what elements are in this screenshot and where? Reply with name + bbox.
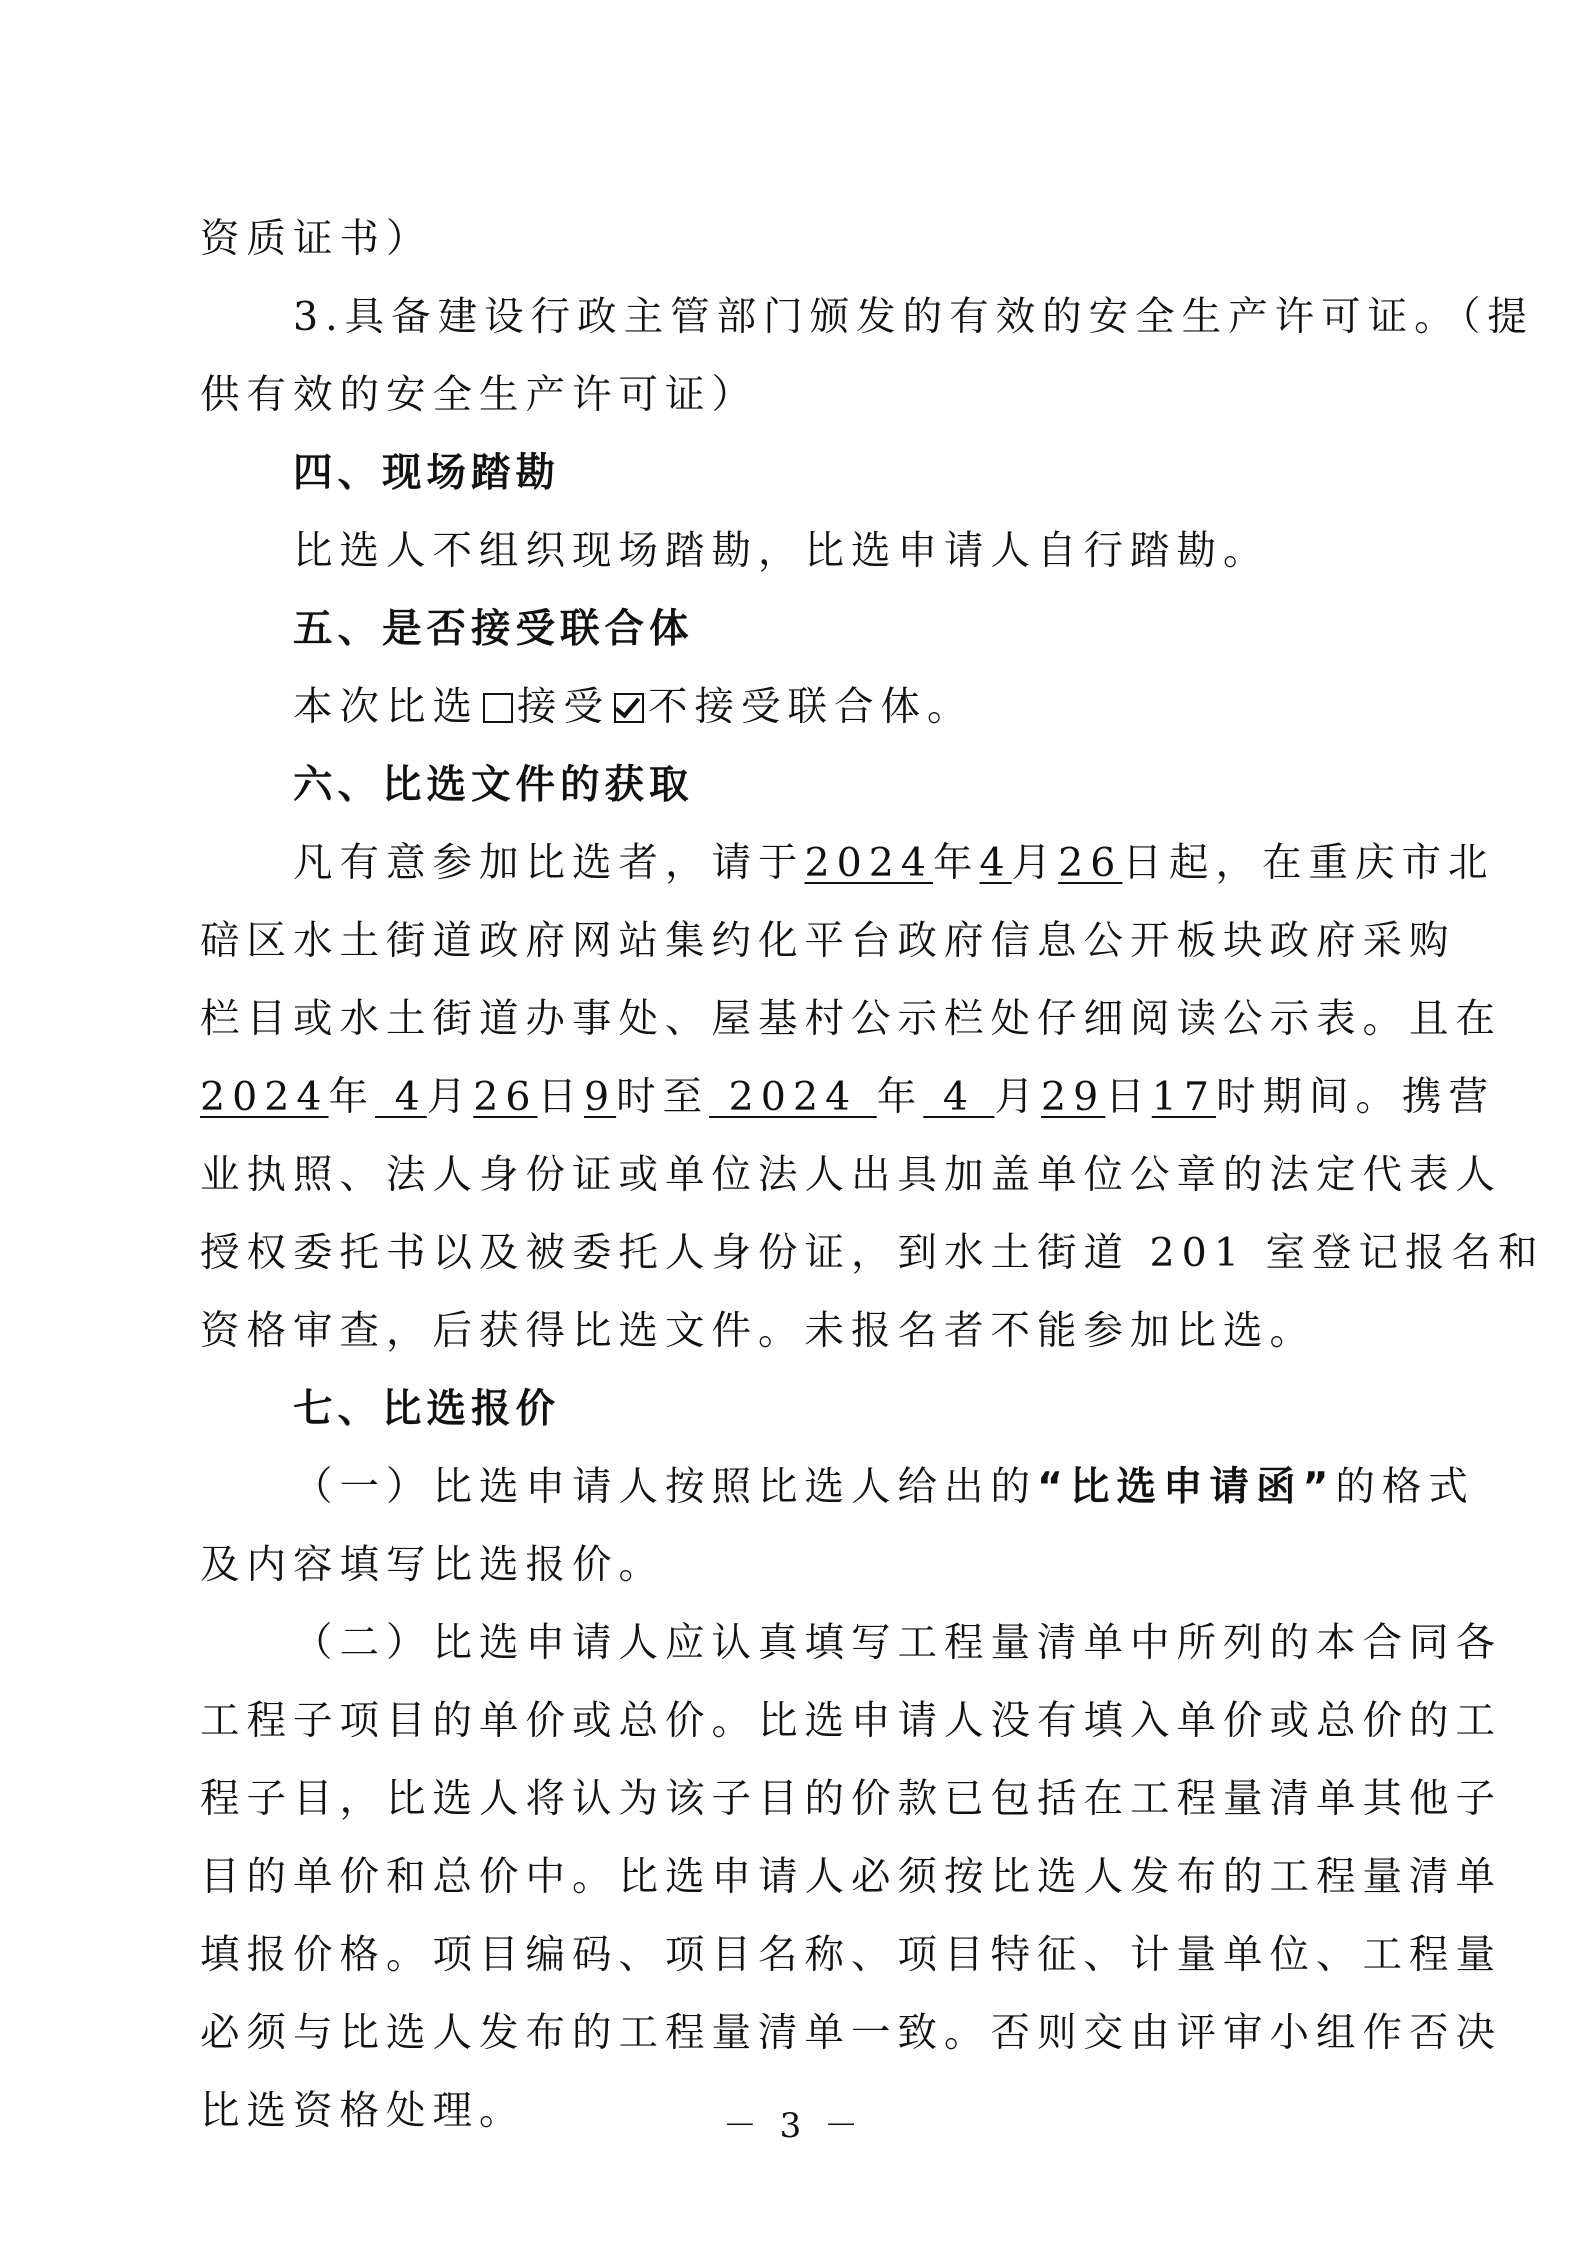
section-heading-site-visit: 四、现场踏勘	[293, 450, 560, 496]
text-line	[200, 1682, 1502, 1760]
application-letter-term: “比选申请函”	[1037, 1464, 1336, 1510]
text-line	[200, 1526, 1387, 1604]
paragraph-text: 日	[1105, 1074, 1152, 1120]
paragraph-text: 程子目，比选人将认为该子目的价款已包括在工程量清单其他子	[200, 1776, 1502, 1822]
paragraph-text: 年	[933, 840, 980, 886]
text-line	[200, 1448, 1475, 1526]
paragraph-text: 资格审查，后获得比选文件。未报名者不能参加比选。	[200, 1308, 1316, 1354]
paragraph-text: 凡有意参加比选者，请于	[293, 840, 805, 886]
paragraph-text: 年	[328, 1074, 376, 1120]
period-start-month: 4	[375, 1074, 427, 1120]
period-end-hour: 17	[1151, 1074, 1217, 1120]
text-line	[200, 200, 1387, 278]
text-line	[200, 1136, 1502, 1214]
paragraph-text: 年	[876, 1074, 924, 1120]
start-month: 4	[979, 840, 1012, 886]
accept-label: 接受	[517, 684, 610, 730]
section-heading-quotation: 七、比选报价	[293, 1386, 560, 1432]
text-line	[200, 1214, 1545, 1292]
paragraph-text: 目的单价和总价中。比选申请人必须按比选人发布的工程量清单	[200, 1854, 1502, 1900]
text-line	[200, 1760, 1502, 1838]
period-end-month: 4	[923, 1074, 995, 1120]
start-year: 2024	[804, 840, 934, 886]
not-accept-checkbox[interactable]	[614, 693, 644, 723]
paragraph-text: 授权委托书以及被委托人身份证，到水土街道 201 室登记报名和	[200, 1230, 1545, 1276]
paragraph-text: 比选人不组织现场踏勘，比选申请人自行踏勘。	[293, 528, 1270, 574]
paragraph-text: 时至	[616, 1074, 710, 1120]
paragraph-text: 碚区水土街道政府网站集约化平台政府信息公开板块政府采购	[200, 918, 1456, 964]
text-line	[200, 1292, 1387, 1370]
paragraph-text: 的格式	[1335, 1464, 1475, 1510]
text-line	[200, 980, 1502, 1058]
period-start-year: 2024	[200, 1074, 329, 1120]
paragraph-text: 月	[994, 1074, 1042, 1120]
paragraph-text: 日起，在重庆市北	[1122, 840, 1495, 886]
paragraph-text: 及内容填写比选报价。	[200, 1542, 665, 1588]
period-start-day: 26	[473, 1074, 538, 1120]
text-line	[200, 1994, 1502, 2072]
paragraph-text: 供有效的安全生产许可证）	[200, 372, 758, 418]
paragraph-text: 月	[1011, 840, 1059, 886]
text-line	[200, 278, 1534, 356]
paragraph-text: 必须与比选人发布的工程量清单一致。否则交由评审小组作否决	[200, 2010, 1502, 2056]
text-line	[200, 824, 1495, 902]
text-line	[200, 1838, 1502, 1916]
section-heading-obtain-documents: 六、比选文件的获取	[293, 762, 694, 808]
text-line	[200, 1916, 1502, 1994]
paragraph-text: （一）比选申请人按照比选人给出的	[293, 1464, 1037, 1510]
text-line	[200, 668, 1387, 746]
paragraph-text: 日	[537, 1074, 584, 1120]
paragraph-text: 栏目或水土街道办事处、屋基村公示栏处仔细阅读公示表。且在	[200, 996, 1502, 1042]
not-accept-label: 不接受联合体。	[648, 684, 974, 730]
period-start-hour: 9	[583, 1074, 617, 1120]
paragraph-text: 工程子项目的单价或总价。比选申请人没有填入单价或总价的工	[200, 1698, 1502, 1744]
paragraph-text: 本次比选	[293, 684, 479, 730]
paragraph-text: 时期间。携营	[1216, 1074, 1496, 1120]
paragraph-text: 比选资格处理。	[200, 2088, 526, 2134]
start-day: 26	[1058, 840, 1123, 886]
period-end-year: 2024	[709, 1074, 877, 1120]
paragraph-text: 资质证书）	[200, 216, 433, 262]
text-line	[200, 512, 1387, 590]
paragraph-text: 业执照、法人身份证或单位法人出具加盖单位公章的法定代表人	[200, 1152, 1502, 1198]
accept-checkbox[interactable]	[483, 693, 513, 723]
page-number: － 3 －	[722, 2106, 865, 2146]
text-line	[200, 1604, 1502, 1682]
paragraph-text: 填报价格。项目编码、项目名称、项目特征、计量单位、工程量	[200, 1932, 1502, 1978]
text-line	[200, 902, 1456, 980]
text-line	[200, 356, 1387, 434]
paragraph-text: 月	[426, 1074, 474, 1120]
document-body	[200, 200, 1545, 2150]
paragraph-text: 3.具备建设行政主管部门颁发的有效的安全生产许可证。（提	[293, 294, 1534, 340]
period-end-day: 29	[1041, 1074, 1106, 1120]
section-heading-consortium: 五、是否接受联合体	[293, 606, 694, 652]
text-line	[200, 1058, 1496, 1136]
paragraph-text: （二）比选申请人应认真填写工程量清单中所列的本合同各	[293, 1620, 1502, 1666]
